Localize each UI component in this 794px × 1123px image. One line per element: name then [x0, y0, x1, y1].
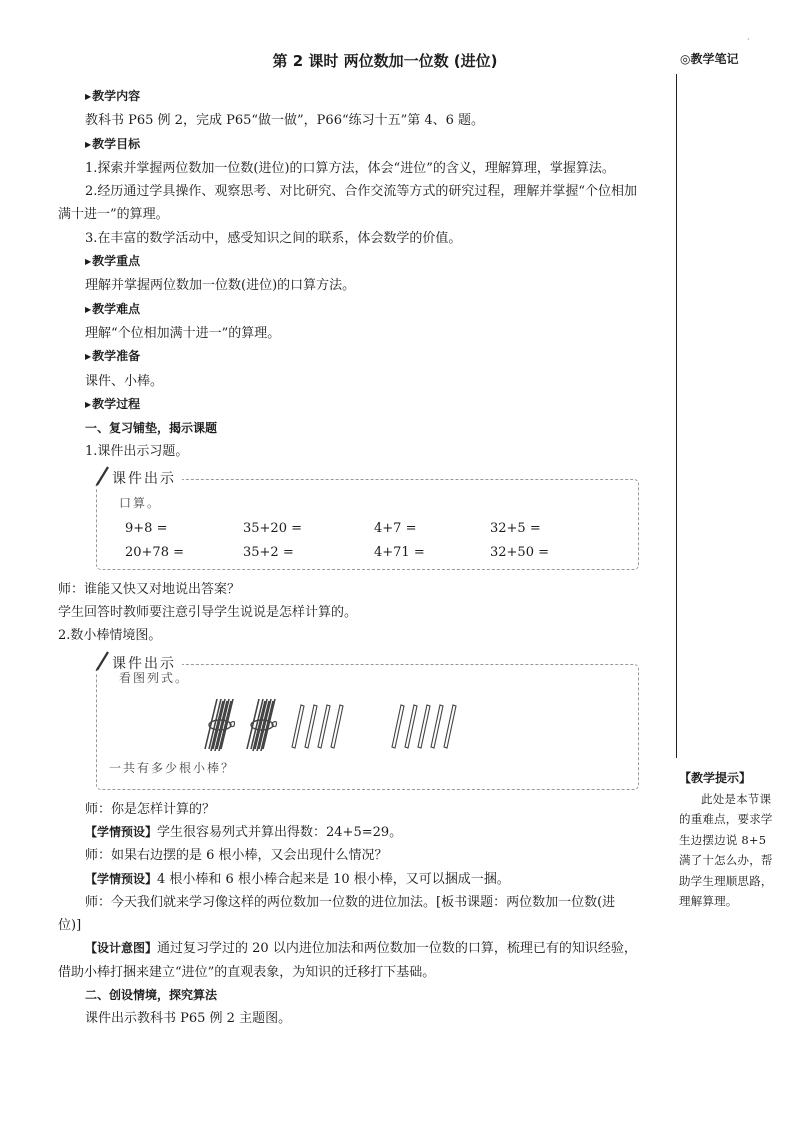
notes-divider — [676, 74, 677, 758]
teacher-question: 师：如果右边摆的是 6 根小棒，又会出现什么情况？ — [85, 848, 388, 864]
goal-item: 1.探索并掌握两位数加一位数(进位)的口算方法，体会“进位”的含义，理解算理，掌握算法。 — [85, 160, 615, 176]
section-heading: ▶教学过程 — [85, 396, 141, 411]
single-stick — [444, 705, 456, 748]
student-preset: 【学情预设】4 根小棒和 6 根小棒合起来是 10 根小棒，又可以捆成一捆。 — [85, 871, 510, 887]
equation: 9+8 = — [125, 520, 168, 536]
step-text: 1.课件出示习题。 — [85, 444, 189, 460]
student-preset: 【学情预设】学生很容易列式并算出得数：24+5=29。 — [85, 824, 403, 840]
single-stick — [305, 705, 317, 748]
goal-item-continued: 满十进一”的算理。 — [58, 207, 169, 223]
single-stick — [431, 705, 443, 748]
teacher-question: 师：你是怎样计算的？ — [85, 801, 216, 817]
box-instruction: 看图列式。 — [119, 670, 190, 685]
equation: 4+71 = — [374, 544, 425, 560]
page-title: 第 2 课时 两位数加一位数 (进位) — [272, 52, 498, 70]
single-stick — [318, 705, 330, 748]
triangle-bullet-icon: ▶ — [85, 352, 92, 362]
content-text: 教科书 P65 例 2，完成 P65“做一做”，P66“练习十五”第 4、6 题。 — [85, 113, 485, 129]
equation: 32+5 = — [490, 520, 541, 536]
single-sticks-right — [392, 705, 456, 748]
notes-column-title: ◎教学笔记 — [680, 52, 739, 66]
triangle-bullet-icon: ▶ — [85, 92, 92, 101]
triangle-bullet-icon: ▶ — [85, 139, 92, 149]
difficulty-text: 理解“个位相加满十进一”的算理。 — [85, 325, 281, 341]
pencil-icon — [94, 650, 112, 672]
single-sticks-left — [292, 705, 343, 748]
prep-text: 课件、小棒。 — [85, 373, 164, 389]
single-stick — [292, 705, 304, 748]
box-label: 课件出示 — [92, 653, 182, 673]
lesson-body — [58, 85, 670, 1031]
courseware-box-sticks — [96, 655, 639, 790]
equation: 4+7 = — [374, 520, 417, 536]
triangle-bullet-icon: ▶ — [85, 399, 92, 409]
section-heading: ▶教学内容 — [85, 89, 141, 103]
teacher-talk-continued: 位)] — [58, 918, 82, 934]
teaching-hint — [679, 768, 774, 912]
goal-item: 3.在丰富的数学活动中，感受知识之间的联系，体会数学的价值。 — [85, 230, 462, 246]
corner-mark: · — [747, 35, 750, 44]
hint-title: 【教学提示】 — [679, 771, 752, 785]
part-title: 二、创设情境，探究算法 — [85, 988, 218, 1003]
triangle-bullet-icon: ▶ — [85, 257, 92, 267]
step-text: 2.数小棒情境图。 — [58, 628, 162, 644]
box-instruction: 口算。 — [119, 495, 162, 510]
stick-bundle — [205, 699, 235, 751]
pencil-icon — [94, 465, 112, 487]
triangle-bullet-icon: ▶ — [85, 304, 92, 314]
equation: 20+78 = — [125, 544, 185, 560]
single-stick — [418, 705, 430, 748]
courseware-box-oral-calc — [96, 470, 639, 570]
box-label: 课件出示 — [92, 468, 182, 488]
equation: 35+20 = — [243, 520, 303, 536]
section-heading: ▶教学目标 — [85, 136, 141, 151]
section-heading: ▶教学重点 — [85, 254, 141, 269]
stick-illustration — [197, 687, 457, 757]
part-title: 一、复习铺垫，揭示课题 — [85, 421, 218, 436]
stick-bundle — [247, 699, 277, 751]
equation: 32+50 = — [490, 544, 550, 560]
goal-item: 2.经历通过学具操作、观察思考、对比研究、合作交流等方式的研究过程，理解并掌握“个位相加 — [85, 184, 638, 200]
section-heading: ▶教学准备 — [85, 349, 141, 364]
box-question: 一共有多少根小棒？ — [109, 760, 236, 775]
single-stick — [392, 705, 404, 748]
design-intent-continued: 借助小棒打捆来建立“进位”的直观表象，为知识的迁移打下基础。 — [58, 964, 436, 980]
teacher-talk: 师：今天我们就来学习像这样的两位数加一位数的进位加法。[板书课题：两位数加一位数(进 — [85, 894, 616, 910]
step-text: 课件出示教科书 P65 例 2 主题图。 — [85, 1011, 292, 1027]
design-intent: 【设计意图】通过复习学过的 20 以内进位加法和两位数加一位数的口算，梳理已有的知识经验， — [85, 941, 637, 957]
key-text: 理解并掌握两位数加一位数(进位)的口算方法。 — [85, 278, 356, 294]
single-stick — [405, 705, 417, 748]
teacher-question: 师：谁能又快又对地说出答案？ — [58, 581, 241, 597]
single-stick — [331, 705, 343, 748]
teacher-note: 学生回答时教师要注意引导学生说说是怎样计算的。 — [58, 605, 358, 621]
equation: 35+2 = — [243, 544, 294, 560]
section-heading: ▶教学难点 — [85, 301, 141, 316]
hint-body: 此处是本节课的重难点，要求学生边摆边说 8+5 满了十怎么办，帮助学生理顺思路，理解算理。 — [679, 791, 773, 908]
